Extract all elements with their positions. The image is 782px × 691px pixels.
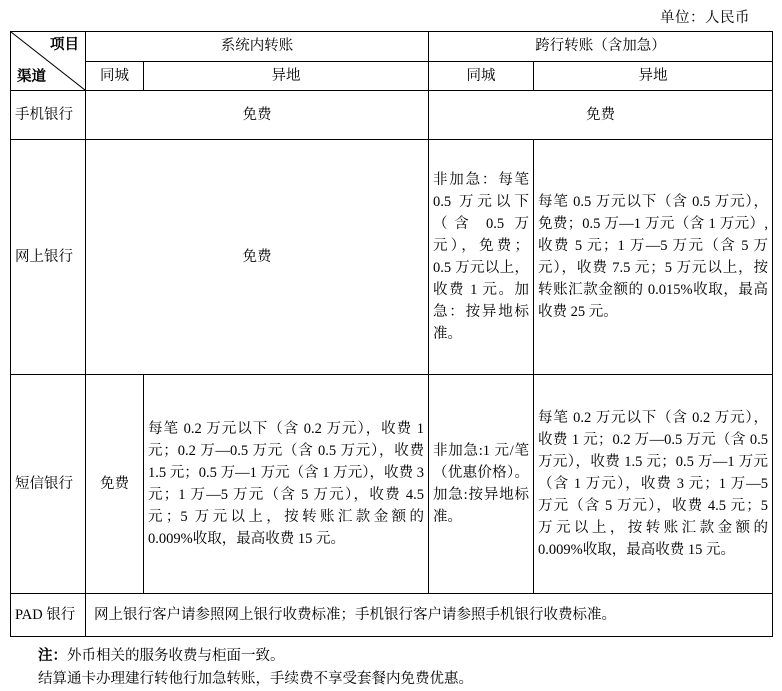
cell-mobile-internal: 免费: [86, 91, 429, 140]
cell-mobile-interbank: 免费: [429, 91, 773, 140]
header-sub-local-interbank: 同城: [429, 61, 534, 91]
table-row: [11, 91, 773, 140]
footnotes: [10, 645, 772, 691]
cell-online-internal: 免费: [86, 140, 429, 375]
footnote-text-1: 外币相关的服务收费与柜面一致。: [67, 648, 285, 664]
footnote-line-1: [10, 645, 772, 668]
footnote-label: 注：: [38, 648, 67, 664]
footnote-text-2: 结算通卡办理建行转他行加急转账，手续费不享受套餐内免费优惠。: [38, 671, 473, 688]
table-row: [11, 140, 773, 375]
corner-header-cell: [11, 32, 86, 91]
corner-label-item: 项目: [50, 37, 79, 53]
corner-label-channel: 渠道: [17, 68, 46, 85]
cell-pad-all: 网上银行客户请参照网上银行收费标准；手机银行客户请参照手机银行收费标准。: [86, 594, 773, 637]
header-group-internal: 系统内转账: [86, 32, 429, 62]
row-label-online-bank: 网上银行: [11, 140, 86, 375]
cell-online-interbank-remote: 每笔 0.5 万元以下（含 0.5 万元），免费；0.5 万—1 万元（含 1 万元）,收费 5 元；1 万—5 万元（含 5 万元），收费 7.5 元；5 万元以上，按转账汇款金额的 0.015%收取，最高收费 25 元。: [534, 140, 773, 375]
table-header-row-sub: [11, 61, 773, 91]
table-row: [11, 375, 773, 594]
cell-sms-interbank-remote: 每笔 0.2 万元以下（含 0.2 万元），收费 1 元；0.2 万—0.5 万元（含 0.5 万元），收费 1.5 元；0.5 万—1 万元（含 1 万元），收费 3 元；1 万—5 万元（含 5 万元），收费 4.5 元；5 万元以上，按转账汇款金额的 0.009%收取，最高收费 15 元。: [534, 375, 773, 594]
unit-note: 单位：人民币: [660, 10, 750, 26]
cell-sms-interbank-local: 非加急:1 元/笔（优惠价格）。加急:按异地标准。: [429, 375, 534, 594]
table-header-row-groups: [11, 32, 773, 62]
header-sub-local-internal: 同城: [86, 61, 144, 91]
row-label-sms-bank: 短信银行: [11, 375, 86, 594]
cell-sms-internal-remote: 每笔 0.2 万元以下（含 0.2 万元），收费 1 元；0.2 万—0.5 万元（含 0.5 万元），收费 1.5 元；0.5 万—1 万元（含 1 万元），收费 3 元；1 万—5 万元（含 5 万元），收费 4.5 元；5 万元以上，按转账汇款金额的 0.009%收取，最高收费 15 元。: [144, 375, 429, 594]
table-row: [11, 594, 773, 637]
cell-sms-internal-local: 免费: [86, 375, 144, 594]
header-sub-remote-interbank: 异地: [534, 61, 773, 91]
row-label-mobile-bank: 手机银行: [11, 91, 86, 140]
cell-online-interbank-local: 非加急：每笔 0.5 万元以下（含 0.5 万元），免费；0.5 万元以上，收费 1 元。加急：按异地标准。: [429, 140, 534, 375]
header-sub-remote-internal: 异地: [144, 61, 429, 91]
header-group-interbank: 跨行转账（含加急）: [429, 32, 773, 62]
row-label-pad-bank: PAD 银行: [11, 594, 86, 637]
fee-table: [10, 31, 773, 637]
